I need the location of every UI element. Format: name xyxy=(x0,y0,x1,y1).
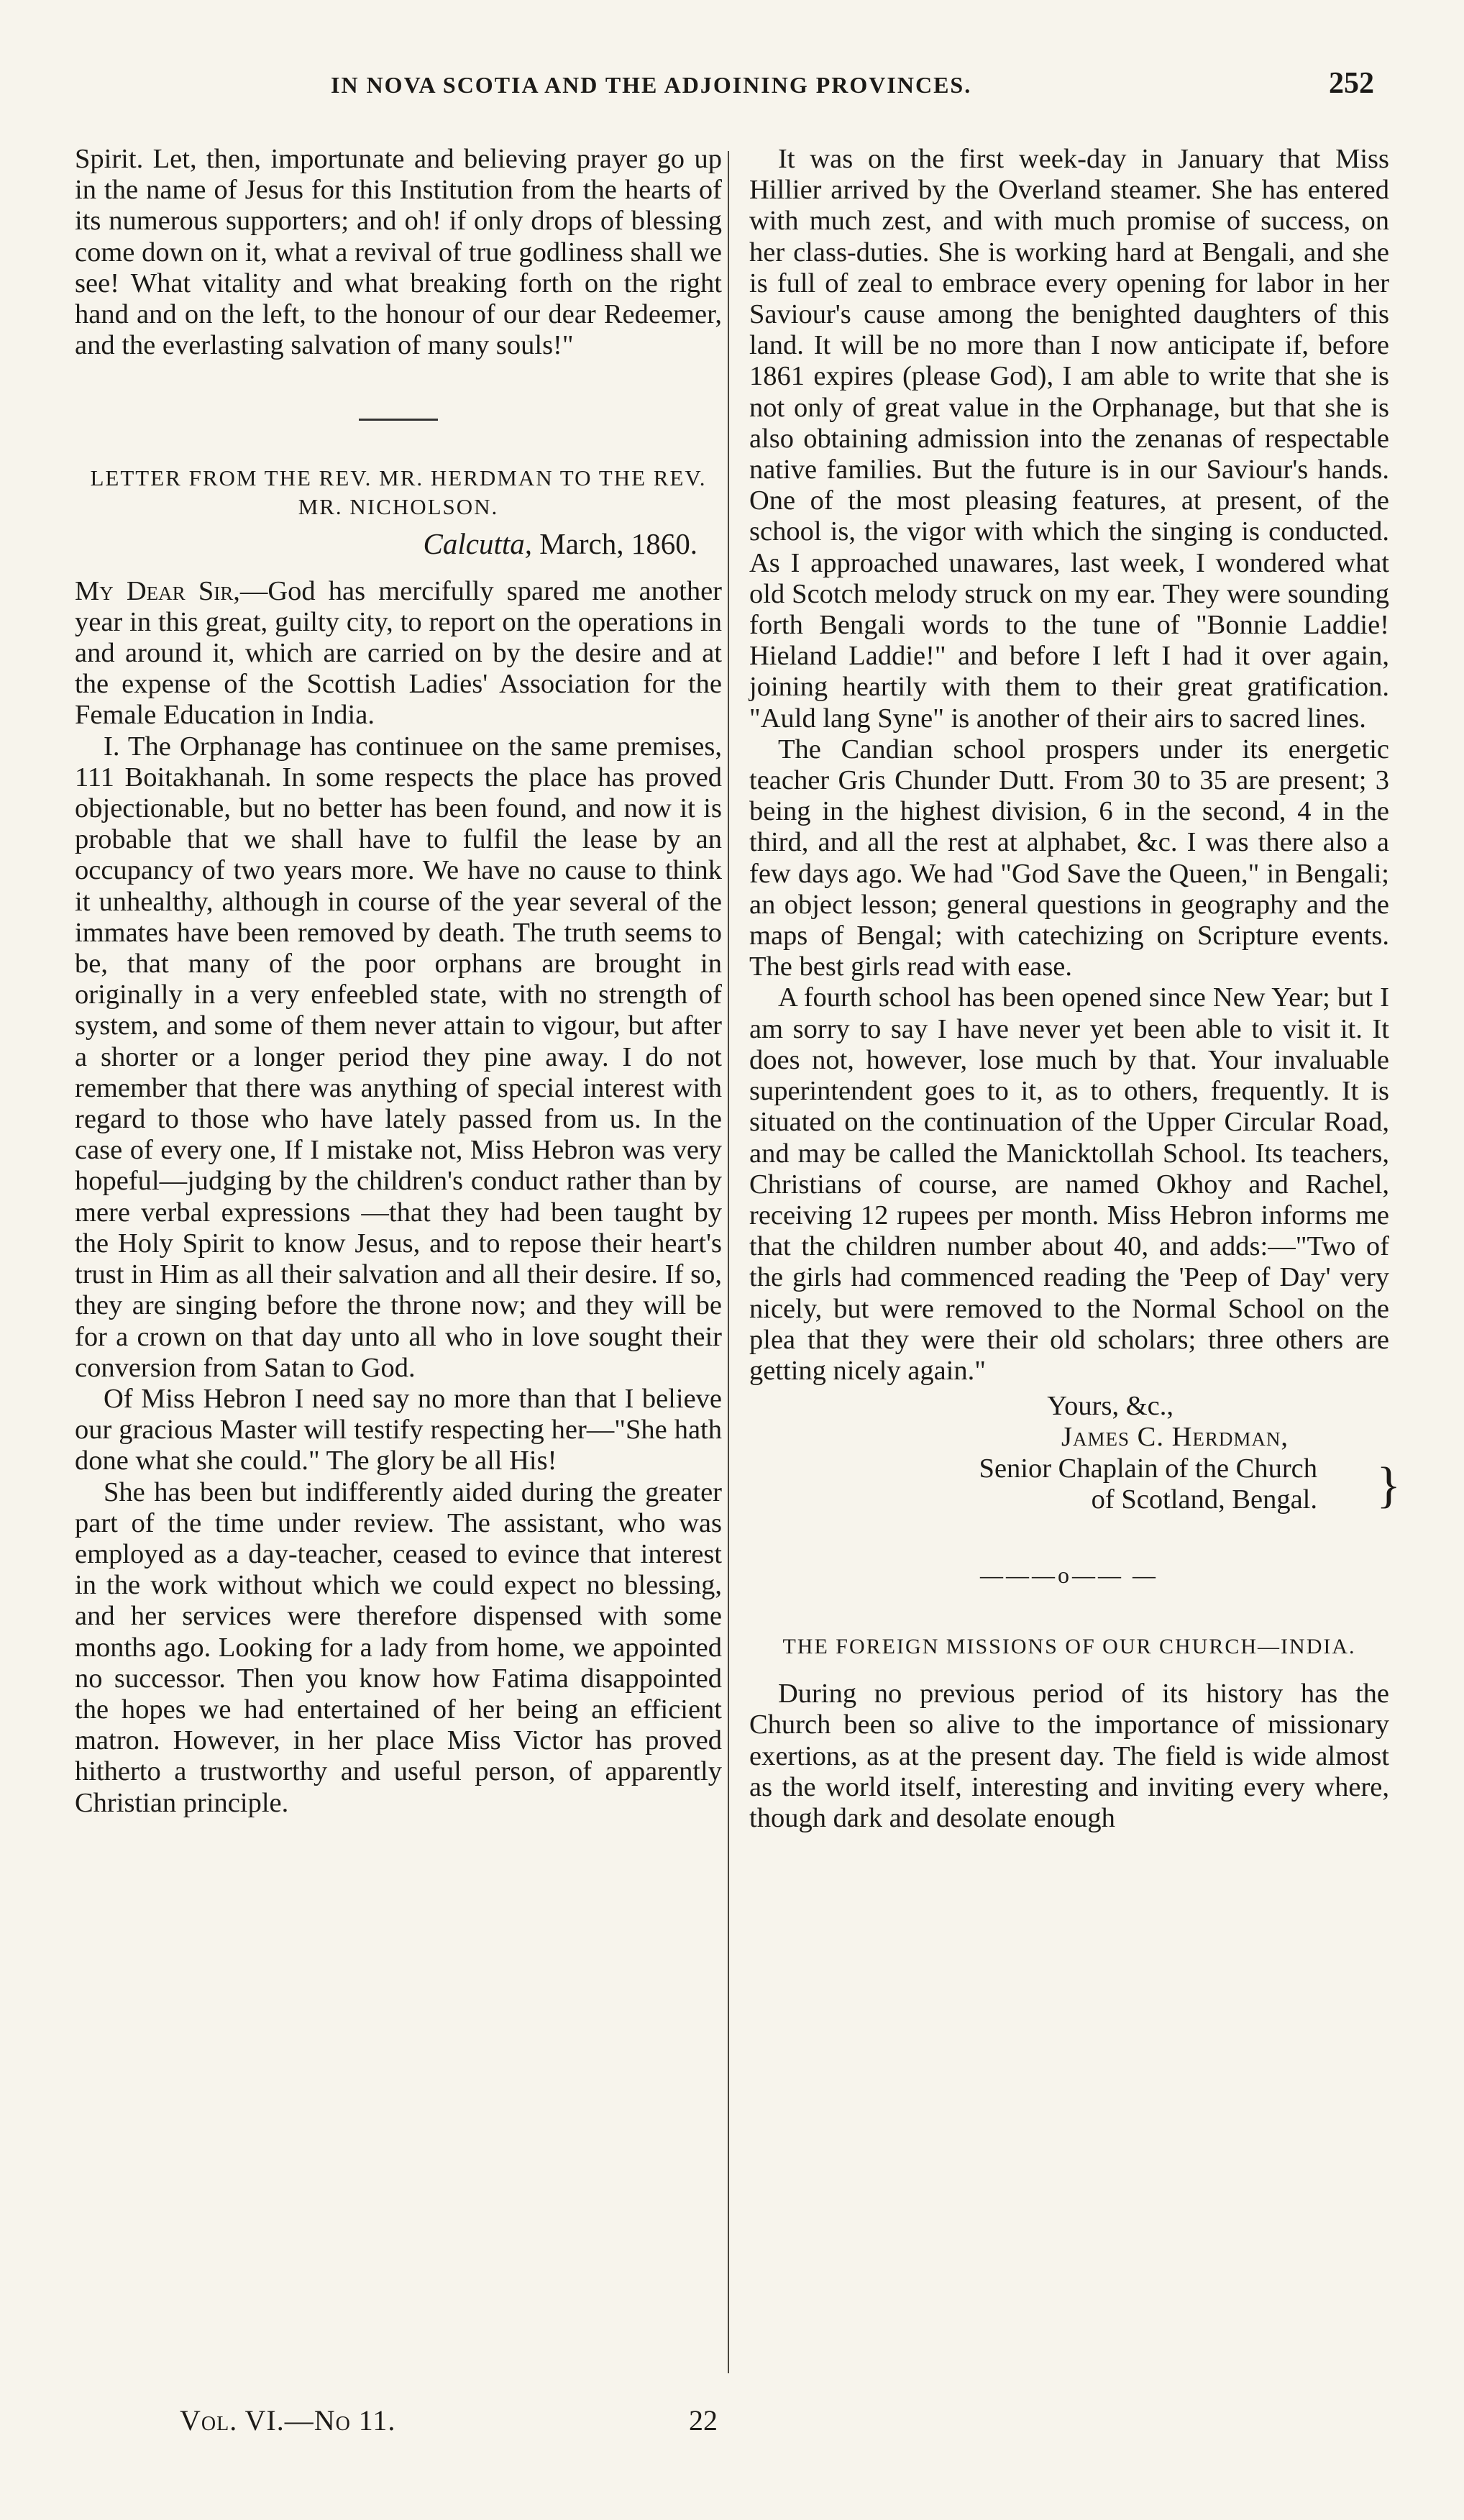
section-heading: THE FOREIGN MISSIONS OF OUR CHURCH—INDIA. xyxy=(782,1635,1356,1659)
column-rule xyxy=(728,151,729,2373)
date: March, 1860. xyxy=(539,527,697,561)
paragraph: Spirit. Let, then, importunate and believing prayer go up in the name of Jesus for this Institution from the hearts of its numerous supporters; and oh! if only drops of blessing come down on it, what a revival of true godliness shall we see! What vitality and what breaking forth on the right hand and on the left, to the honour of our dear Redeemer, and the everlasting salvation of many souls!" xyxy=(75,144,722,361)
paragraph-text: —God has mercifully spared me another year in this great, guilty city, to report on the operations in and around it, which are carried on by the desire and at the expense of the Scottish Ladies' Association for the Female Education in India. xyxy=(75,575,722,731)
page-header xyxy=(0,67,1464,115)
page-footer xyxy=(0,2403,1464,2447)
signature-block xyxy=(749,1391,1401,1515)
paragraph: The Candian school prospers under its energetic teacher Gris Chunder Dutt. From 30 to 35 are present; 3 being in the highest division, 6 in the second, 4 in the third, and all the rest at alphabet, &c. I was there also a few days ago. We had "God Save the Queen," in Bengali; an object lesson; general questions in geography and the maps of Bengal; with catechizing on Scripture events. The best girls read with ease. xyxy=(749,734,1389,982)
volume-number: Vol. VI.—No 11. xyxy=(180,2404,396,2437)
section-ornament: ———o—— — xyxy=(980,1561,1158,1588)
signature-mark: 22 xyxy=(689,2404,718,2437)
signer-title: Senior Chaplain of the Church xyxy=(979,1453,1317,1484)
sign-off: Yours, &c., xyxy=(1047,1391,1174,1422)
dateline xyxy=(75,529,697,560)
paragraph: I. The Orphanage has continuee on the same premises, 111 Boitakhanah. In some respects the place has proved objectionable, but no better has been found, and now it is probable that we shall have to fulfil the lease by an occupancy of two years more. We have no cause to think it unhealthy, although in course of the year several of the immates have been removed by death. The truth seems to be, that many of the poor orphans are brought in originally in a very enfeebled state, with no strength of system, and some of them never attain to vigour, but after a shorter or a longer period they pine away. I do not remember that there was anything of special interest with regard to those who have lately passed from us. In the case of every one, If I mistake not, Miss Hebron was very hopeful—judging by the children's conduct rather than by mere verbal expressions —that they had been taught by the Holy Spirit to know Jesus, and to repose their heart's trust in Him as all their salvation and all their desire. If so, they are singing before the throne now; and they will be for a crown on that day unto all who in love sought their conversion from Satan to God. xyxy=(75,731,722,1383)
paragraph: A fourth school has been opened since New Year; but I am sorry to say I have never yet been able to visit it. It does not, however, lose much by that. Your invaluable superintendent goes to it, as to others, frequently. It is situated on the continuation of the Upper Circular Road, and may be called the Manicktollah School. Its teachers, Christians of course, are named Okhoy and Rachel, receiving 12 rupees per month. Miss Hebron informs me that the children number about 40, and adds:—"Two of the girls had commenced reading the 'Peep of Day' very nicely, but were removed to the Normal School on the plea that they were their old scholars; three others are getting nicely again." xyxy=(749,982,1389,1386)
paragraph: It was on the first week-day in January that Miss Hillier arrived by the Overland steamer. She has entered with much zest, and with much promise of success, on her class-duties. She is working hard at Bengali, and she is full of zeal to embrace every opening for labor in her Saviour's cause among the benighted daughters of this land. It will be no more than I now anticipate if, before 1861 expires (please God), I am able to write that she is not only of great value in the Orphanage, but that she is also obtaining admission into the zenanas of respectable native families. But the future is in our Saviour's hands. One of the most pleasing features, at present, of the school is, the vigor with which the singing is conducted. As I approached unawares, last week, I wondered what old Scotch melody struck on my ear. They were sounding forth Bengali words to the tune of "Bonnie Laddie! Hieland Laddie!" and before I left I had it over again, joining heartily with them to their great gratification. "Auld lang Syne" is another of their airs to sacred lines. xyxy=(749,144,1389,734)
section-divider xyxy=(359,419,438,421)
paragraph xyxy=(75,576,722,731)
brace-mark: } xyxy=(1376,1457,1401,1513)
signer-title: of Scotland, Bengal. xyxy=(1091,1484,1317,1515)
paragraph: Of Miss Hebron I need say no more than that I believe our gracious Master will testify respecting her—"She hath done what she could." The glory be all His! xyxy=(75,1383,722,1476)
page-number: 252 xyxy=(1329,67,1374,100)
signer-name: James C. Herdman, xyxy=(1061,1422,1289,1453)
salutation: My Dear Sir, xyxy=(75,575,240,606)
left-column xyxy=(75,144,722,1819)
running-head: IN NOVA SCOTIA AND THE ADJOINING PROVINCES. xyxy=(331,72,972,98)
date-place: Calcutta, xyxy=(423,527,532,561)
paragraph: She has been but indifferently aided during the greater part of the time under review. The assistant, who was employed as a day-teacher, ceased to evince that interest in the work without which we could expect no blessing, and her services were therefore dispensed with some months ago. Looking for a lady from home, we appointed no successor. Then you know how Fatima disappointed the hopes we had entertained of her being an efficient matron. However, in her place Miss Victor has proved hitherto a trustworthy and useful person, of apparently Christian principle. xyxy=(75,1476,722,1818)
letter-heading: LETTER FROM THE REV. MR. HERDMAN TO THE REV. MR. NICHOLSON. xyxy=(90,465,707,520)
paragraph: During no previous period of its history has the Church been so alive to the importance of missionary exertions, as at the present day. The field is wide almost as the world itself, interesting and inviting every where, though dark and desolate enough xyxy=(749,1679,1389,1833)
right-column xyxy=(749,144,1401,1834)
